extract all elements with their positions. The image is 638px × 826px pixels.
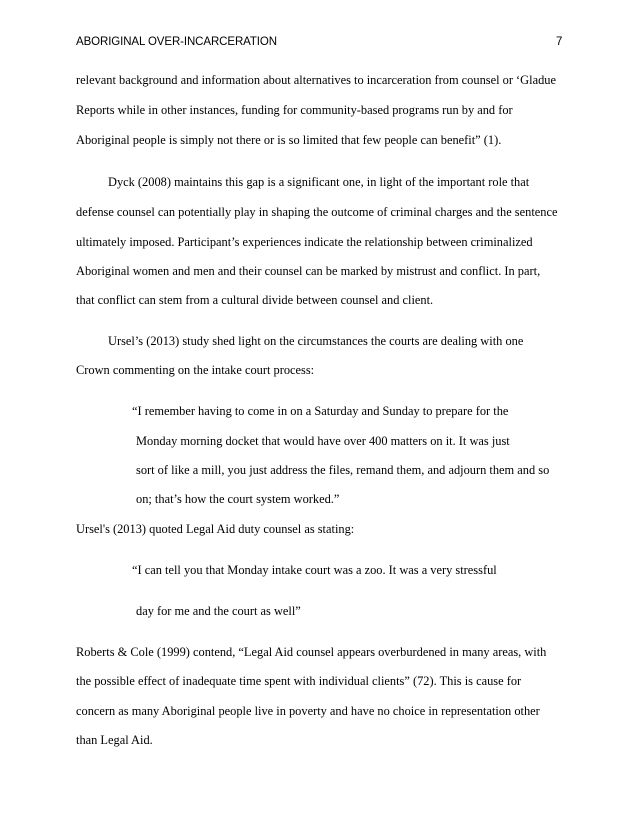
text-line: than Legal Aid. (76, 733, 153, 747)
page-number: 7 (556, 36, 563, 48)
text-line: Reports while in other instances, funding for community-based programs run by and for (76, 103, 513, 117)
text-line: Aboriginal women and men and their counsel can be marked by mistrust and conflict. In part, (76, 264, 541, 278)
text-line: Aboriginal people is simply not there or is so limited that few people can benefit” (1). (76, 133, 502, 147)
quote-line: “I can tell you that Monday intake court was a zoo. It was a very stressful (132, 563, 497, 577)
quote-line: sort of like a mill, you just address the files, remand them, and adjourn them and so (136, 463, 550, 477)
quote-line: day for me and the court as well” (136, 604, 301, 618)
text-line: Ursel’s (2013) study shed light on the circumstances the courts are dealing with one (108, 334, 524, 348)
quote-line: Monday morning docket that would have over 400 matters on it. It was just (136, 434, 510, 448)
text-line: ultimately imposed. Participant’s experiences indicate the relationship between criminalized (76, 235, 533, 249)
text-line: relevant background and information about alternatives to incarceration from counsel or ‘Gladue (76, 73, 556, 87)
quote-line: “I remember having to come in on a Saturday and Sunday to prepare for the (132, 404, 509, 418)
text-line: that conflict can stem from a cultural divide between counsel and client. (76, 293, 434, 307)
running-head: ABORIGINAL OVER-INCARCERATION (76, 36, 277, 48)
text-line: defense counsel can potentially play in shaping the outcome of criminal charges and the sentence (76, 205, 558, 219)
text-line: the possible effect of inadequate time spent with individual clients” (72). This is cause for (76, 674, 522, 688)
text-line: Roberts & Cole (1999) contend, “Legal Aid counsel appears overburdened in many areas, with (76, 645, 547, 659)
text-line: Dyck (2008) maintains this gap is a significant one, in light of the important role that (108, 175, 530, 189)
quote-line: on; that’s how the court system worked.” (136, 492, 340, 506)
text-line: Crown commenting on the intake court process: (76, 363, 315, 377)
text-line: concern as many Aboriginal people live in poverty and have no choice in representation other (76, 704, 540, 718)
text-line: Ursel's (2013) quoted Legal Aid duty counsel as stating: (76, 522, 355, 536)
